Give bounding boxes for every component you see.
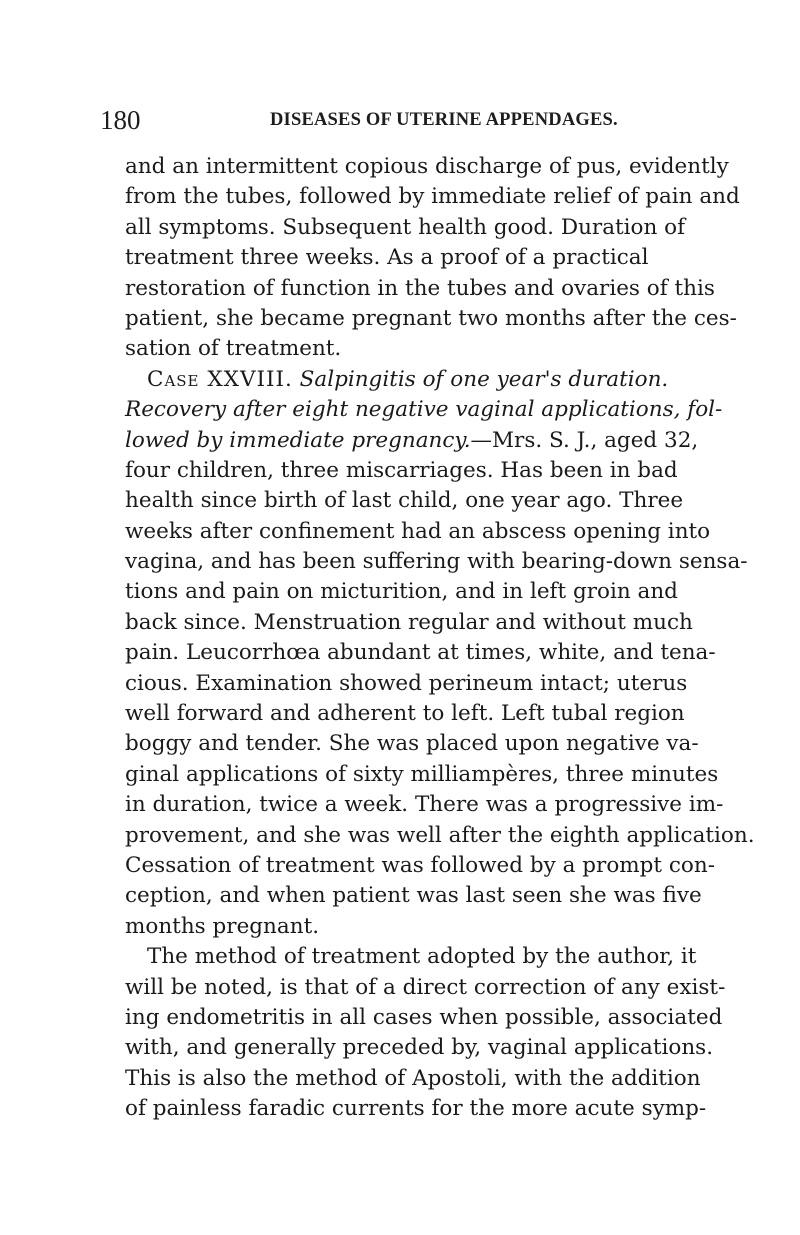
- text-line: restoration of function in the tubes and ovaries of this: [125, 275, 715, 301]
- case-title-end: lowed by immediate pregnancy.: [125, 427, 471, 453]
- text-line: health since birth of last child, one year ago. Three: [125, 488, 684, 514]
- text-line: cious. Examination showed perineum intact; uterus: [125, 670, 688, 696]
- text-line: of painless faradic currents for the more acute symp-: [125, 1096, 707, 1122]
- text-line: months pregnant.: [125, 913, 320, 939]
- running-head: [100, 105, 630, 135]
- text-line: boggy and tender. She was placed upon negative va-: [125, 731, 699, 757]
- chapter-header: DISEASES OF UTERINE APPENDAGES.: [270, 110, 618, 130]
- paragraph-start: The method of treatment adopted by the author, it: [147, 944, 697, 970]
- text-line: Cessation of treatment was followed by a prompt con-: [125, 852, 715, 878]
- text-line: ing endometritis in all cases when possible, associated: [125, 1004, 723, 1030]
- text-line: ginal applications of sixty milliampères, three minutes: [125, 761, 719, 787]
- text-line: tions and pain on micturition, and in left groin and: [125, 579, 678, 605]
- text-line: weeks after confinement had an abscess opening into: [125, 518, 711, 544]
- text-line: patient, she became pregnant two months after the ces-: [125, 305, 737, 331]
- text-line: This is also the method of Apostoli, with the addition: [125, 1065, 701, 1091]
- case-title-continued: Recovery after eight negative vaginal applications, fol-: [125, 397, 723, 423]
- text-line: and an intermittent copious discharge of pus, evidently: [125, 154, 729, 179]
- text-line: sation of treatment.: [125, 336, 342, 362]
- case-label: Case XXVIII.: [147, 366, 293, 392]
- text-line: back since. Menstruation regular and without much: [125, 609, 693, 635]
- text-line: ception, and when patient was last seen she was five: [125, 883, 702, 909]
- text-line: in duration, twice a week. There was a progressive im-: [125, 792, 724, 818]
- text-line: pain. Leucorrhœa abundant at times, white, and tena-: [125, 640, 716, 666]
- text-line: treatment three weeks. As a proof of a practical: [125, 245, 649, 271]
- patient-intro: —Mrs. S. J., aged 32,: [470, 427, 699, 453]
- text-line: vagina, and has been suffering with bearing-down sensa-: [125, 549, 748, 575]
- text-line: provement, and she was well after the eighth application.: [125, 822, 755, 848]
- case-title: Salpingitis of one year's duration.: [299, 366, 669, 392]
- text-line: will be noted, is that of a direct correction of any exist-: [125, 974, 726, 1000]
- body-text: [125, 152, 755, 1125]
- case-title-end-line: [125, 426, 699, 456]
- text-line: all symptoms. Subsequent health good. Duration of: [125, 214, 686, 240]
- text-line: well forward and adherent to left. Left tubal region: [125, 701, 685, 727]
- case-heading-line: [125, 365, 685, 395]
- text-line: four children, three miscarriages. Has been in bad: [125, 457, 678, 483]
- page-number: 180: [100, 105, 141, 135]
- text-line: from the tubes, followed by immediate relief of pain and: [125, 184, 740, 210]
- text-line: with, and generally preceded by, vaginal applications.: [125, 1035, 714, 1061]
